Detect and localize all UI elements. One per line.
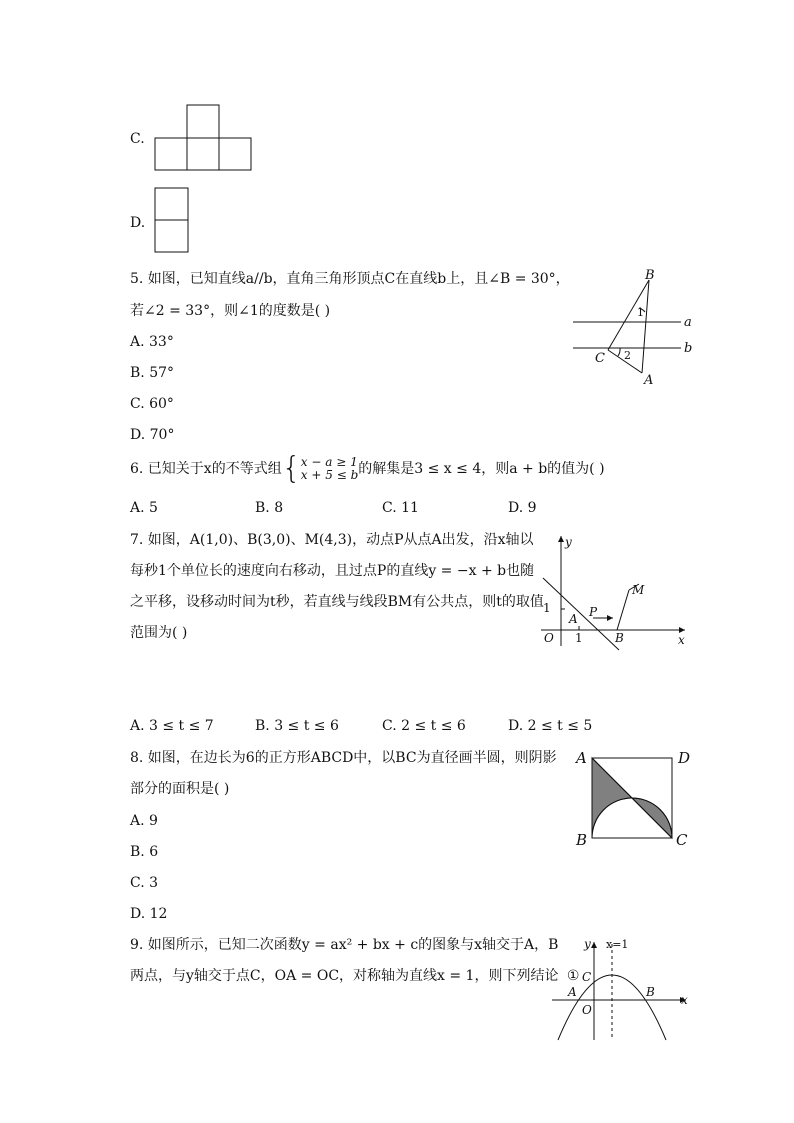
q5-stem-line1: 5. 如图，已知直线a//b，直角三角形顶点C在直线b上，且∠B = 30°， <box>130 271 570 287</box>
q5-option-c: C. 60° <box>130 396 174 412</box>
q4-option-c-label: C. <box>130 131 145 147</box>
q7-stem-line4: 范围为( ) <box>130 625 188 641</box>
q9-fig-label-a: A <box>568 985 577 999</box>
q9-fig-label-b: B <box>646 985 655 999</box>
q7-fig-label-1y: 1 <box>543 601 551 615</box>
q5-fig-label-a: A <box>644 373 654 388</box>
q7-fig-label-o: O <box>544 631 554 645</box>
q5-fig-label-c: C <box>595 351 605 366</box>
q6-system-row1: x − a ≥ 1 <box>300 455 358 469</box>
q7-stem-line1: 7. 如图，A(1,0)、B(3,0)、M(4,3)，动点P从点A出发，沿x轴以 <box>130 532 534 548</box>
q7-option-b: B. 3 ≤ t ≤ 6 <box>255 718 339 734</box>
q8-figure <box>572 746 696 850</box>
q6-system-row2: x + 5 ≤ b <box>300 468 359 482</box>
q4-option-d-figure <box>150 184 194 258</box>
q8-stem-line1: 8. 如图，在边长为6的正方形ABCD中，以BC为直径画半圆，则阴影 <box>130 750 557 766</box>
q9-fig-label-x1: x=1 <box>606 938 629 951</box>
q8-option-c: C. 3 <box>130 875 159 891</box>
q8-fig-label-a: A <box>576 749 587 767</box>
q8-fig-label-d: D <box>678 749 691 767</box>
q9-fig-label-c: C <box>582 970 592 984</box>
q5-option-d: D. 70° <box>130 427 175 443</box>
q7-fig-label-m: M <box>632 583 645 597</box>
q9-fig-label-y: y <box>584 937 591 951</box>
q5-fig-label-line-a: a <box>684 315 692 330</box>
q9-stem-line1: 9. 如图所示，已知二次函数y = ax² + bx + c的图象与x轴交于A，B <box>130 937 559 953</box>
q5-fig-label-1: 1 <box>637 306 644 319</box>
q7-fig-label-1x: 1 <box>575 631 583 645</box>
q5-option-b: B. 57° <box>130 365 175 381</box>
q6-suffix: 的解集是3 ≤ x ≤ 4，则a + b的值为( ) <box>358 461 605 477</box>
q9-fig-label-x: x <box>681 993 688 1007</box>
q7-fig-label-a: A <box>569 612 578 626</box>
q7-fig-label-y: y <box>565 535 572 549</box>
q8-option-a: A. 9 <box>130 813 158 829</box>
q5-fig-label-line-b: b <box>684 341 693 356</box>
q4-option-c-figure <box>150 100 256 174</box>
q5-fig-label-b: B <box>645 268 655 283</box>
q7-stem-line3: 之平移，设移动时间为t秒，若直线与线段BM有公共点，则t的取值 <box>130 594 544 610</box>
q7-option-d: D. 2 ≤ t ≤ 5 <box>508 718 593 734</box>
q7-option-a: A. 3 ≤ t ≤ 7 <box>130 718 214 734</box>
q7-fig-label-x: x <box>678 633 685 647</box>
q5-figure <box>565 266 700 390</box>
q7-figure <box>535 528 695 652</box>
q6-option-c: C. 11 <box>382 500 419 516</box>
q5-option-a: A. 33° <box>130 334 174 350</box>
q9-marker-1: ① <box>566 968 580 984</box>
q6-option-a: A. 5 <box>130 500 158 516</box>
q8-fig-label-b: B <box>576 831 588 849</box>
q7-fig-label-p: P <box>589 605 598 619</box>
q6-option-d: D. 9 <box>508 500 537 516</box>
q7-stem-line2: 每秒1个单位长的速度向右移动，且过点P的直线y = −x + b也随 <box>130 563 535 579</box>
q6-option-b: B. 8 <box>255 500 284 516</box>
q9-fig-label-o: O <box>582 1003 592 1017</box>
q8-option-b: B. 6 <box>130 844 159 860</box>
q6-prefix: 6. 已知关于x的不等式组 <box>130 461 282 477</box>
q5-fig-label-2: 2 <box>624 349 631 362</box>
q7-option-c: C. 2 ≤ t ≤ 6 <box>382 718 466 734</box>
q6-stem: 6. 已知关于x的不等式组{x − a ≥ 1 x + 5 ≤ b的解集是3 ≤ x ≤ 4，则a + b的值为( ) <box>130 451 605 486</box>
q6-system <box>301 456 358 482</box>
q9-stem-line2-text: 两点，与y轴交于点C，OA = OC，对称轴为直线x = 1，则下列结论 <box>130 968 559 984</box>
q9-stem-line2 <box>130 967 579 985</box>
q9-figure <box>548 934 698 1044</box>
q7-fig-label-b: B <box>615 631 624 645</box>
q4-option-d-label: D. <box>130 215 146 231</box>
q8-option-d: D. 12 <box>130 906 168 922</box>
q8-stem-line2: 部分的面积是( ) <box>130 781 230 797</box>
q5-stem-line2: 若∠2 = 33°，则∠1的度数是( ) <box>130 303 331 319</box>
q8-fig-label-c: C <box>676 831 688 849</box>
